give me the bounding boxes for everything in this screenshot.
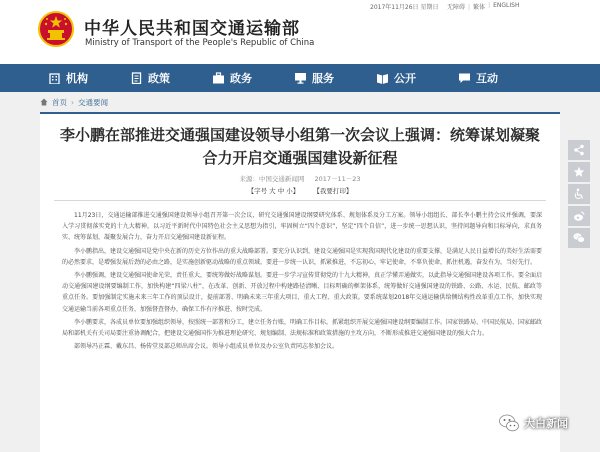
nav-item-label: 公开 <box>394 72 416 85</box>
breadcrumb <box>40 95 560 109</box>
accessibility-icon <box>573 188 585 200</box>
share-button[interactable] <box>568 140 590 160</box>
nav-item-government-affairs[interactable] <box>212 70 294 86</box>
print-button[interactable]: 【我要打印】 <box>313 187 353 195</box>
star-icon <box>573 166 585 178</box>
monitor-icon <box>294 72 307 84</box>
article-divider <box>54 200 546 201</box>
article-paragraph: 李小鹏强调，建设交通强国使命光荣，责任重大，要统筹做好战略谋划。要进一步学习宣传贯彻党的十九大精神，真正学懂弄通做实，以此指导交通强国建设各项工作。要全面启动交通强国建设纲要编制工作，加快构建“四梁八柱”，在改革、创新、开放过程中构建路径清晰、目标明确的框架体系，统筹做好交通强国建设的铁路、公路、水运、民航、邮政等重点任务。要加强制定实施未来三年工作的顶层设计，提前部署、明确未来三年重大项目、重大工程、重大政策。要系统谋划2018年交通运输供给侧结构性改革重点工作，加快实现交通运输当前各项重点任务，加强督查督办，确保工作有序推进、按时完成。 <box>62 272 543 313</box>
wechat-logo-icon <box>498 412 520 434</box>
nav-item-services[interactable] <box>294 70 376 86</box>
nav-item-label: 互动 <box>476 72 498 85</box>
site-title-cn[interactable]: 中华人民共和国交通运输部 <box>84 19 300 39</box>
article-title: 李小鹏在部推进交通强国建设领导小组第一次会议上强调：统筹谋划凝聚合力开启交通强国建设新征程 <box>59 126 540 167</box>
article-meta <box>40 174 560 183</box>
article-paragraph: 11月23日，交通运输部推进交通强国建设领导小组召开第一次会议，研究交通强国建设纲要研究体系、规划体系及分工方案。领导小组组长、部长李小鹏主持会议并强调，要深入学习贯彻落实党的十九大精神，以习近平新时代中国特色社会主义思想为指引，牢固树立“四个意识”，坚定“四个自信”，进一步统一思想认识，坚持问题导向和目标导向，求真务实、统筹谋划，凝聚发展合力，奋力开启交通强国建设新征程。 <box>62 212 542 242</box>
breadcrumb-separator: › <box>71 97 74 107</box>
nav-item-label: 服务 <box>312 72 334 85</box>
header-date: 2017年11月26日 星期日 <box>370 4 439 11</box>
article-date: 2017－11－23 <box>314 175 361 183</box>
document-icon <box>130 72 143 84</box>
article-actions <box>40 186 560 195</box>
nav-item-label: 政策 <box>148 72 170 85</box>
article-paragraph: 李小鹏指出，建设交通强国是党中央在新的历史方位作出的重大战略部署。要充分认识到，建设交通强国是实现我国现代化建设的重要支撑，是满足人民日益增长的美好生活需要的必然要求，是增强发展后劲的必由之路，是实施创新驱动战略的重点领域。要进一步统一认识，抓紧推进，不忘初心，牢记使命，不辜负使命，抓住机遇，奋发有为，当好先行。 <box>62 247 543 266</box>
weibo-share-button[interactable] <box>568 206 590 226</box>
home-icon <box>40 98 48 106</box>
national-emblem-icon[interactable] <box>38 10 74 48</box>
weibo-icon <box>573 210 585 222</box>
watermark-text: 大白新闻 <box>524 417 568 430</box>
favorite-button[interactable] <box>568 162 590 182</box>
briefcase-icon <box>212 72 225 84</box>
article-paragraph: 李小鹏要求，各成员单位要加强组织领导，按照统一部署和分工，建立任务台账，明确工作目标，抓紧组织开展交通强国建设纲要编制工作。国家铁路局、中国民航局、国家邮政局和部机关有关司局要注重协调配合，把建设交通强国作为推进理论研究、规划编制、法规标准和政策措施的主攻方向，不断形成推进交通强国建设的强大合力。 <box>62 318 543 338</box>
article-paragraph: 部领导冯正霖、戴东昌、杨传堂及部总师出席会议。领导小组成员单位及办公室负责同志参加会议。 <box>74 343 339 351</box>
header-link-english[interactable]: | ENGLISH <box>488 2 519 11</box>
nav-item-label: 政务 <box>230 72 252 85</box>
share-bar <box>568 140 590 248</box>
chat-icon <box>458 72 471 84</box>
wechat-share-button[interactable] <box>568 228 590 248</box>
main-nav <box>0 64 600 92</box>
breadcrumb-current-link[interactable]: 交通要闻 <box>78 97 108 107</box>
breadcrumb-home-link[interactable]: 首页 <box>52 97 67 107</box>
font-size-switch[interactable]: 【字号 大 中 小】 <box>247 187 300 195</box>
site-header <box>0 0 600 64</box>
watermark <box>498 412 568 434</box>
nav-item-interaction[interactable] <box>458 70 540 86</box>
article-body <box>62 210 542 354</box>
site-title-en: Ministry of Transport of the People's Republic of China <box>85 38 315 48</box>
nav-item-open-info[interactable] <box>376 70 458 86</box>
share-icon <box>573 144 585 156</box>
building-icon <box>48 72 61 84</box>
accessibility-button[interactable] <box>568 184 590 204</box>
open-book-icon <box>376 72 389 84</box>
header-links <box>447 2 519 11</box>
nav-item-label: 机构 <box>66 72 88 85</box>
wechat-icon <box>573 232 585 244</box>
article-source: 来源：中国交通新闻网 <box>239 175 305 183</box>
header-link-traditional[interactable]: | 繁体 <box>468 2 485 11</box>
nav-item-institutions[interactable] <box>48 70 130 86</box>
article-card <box>40 112 560 452</box>
nav-item-policy[interactable] <box>130 70 212 86</box>
header-link-accessibility[interactable]: 无障碍 <box>447 4 466 11</box>
